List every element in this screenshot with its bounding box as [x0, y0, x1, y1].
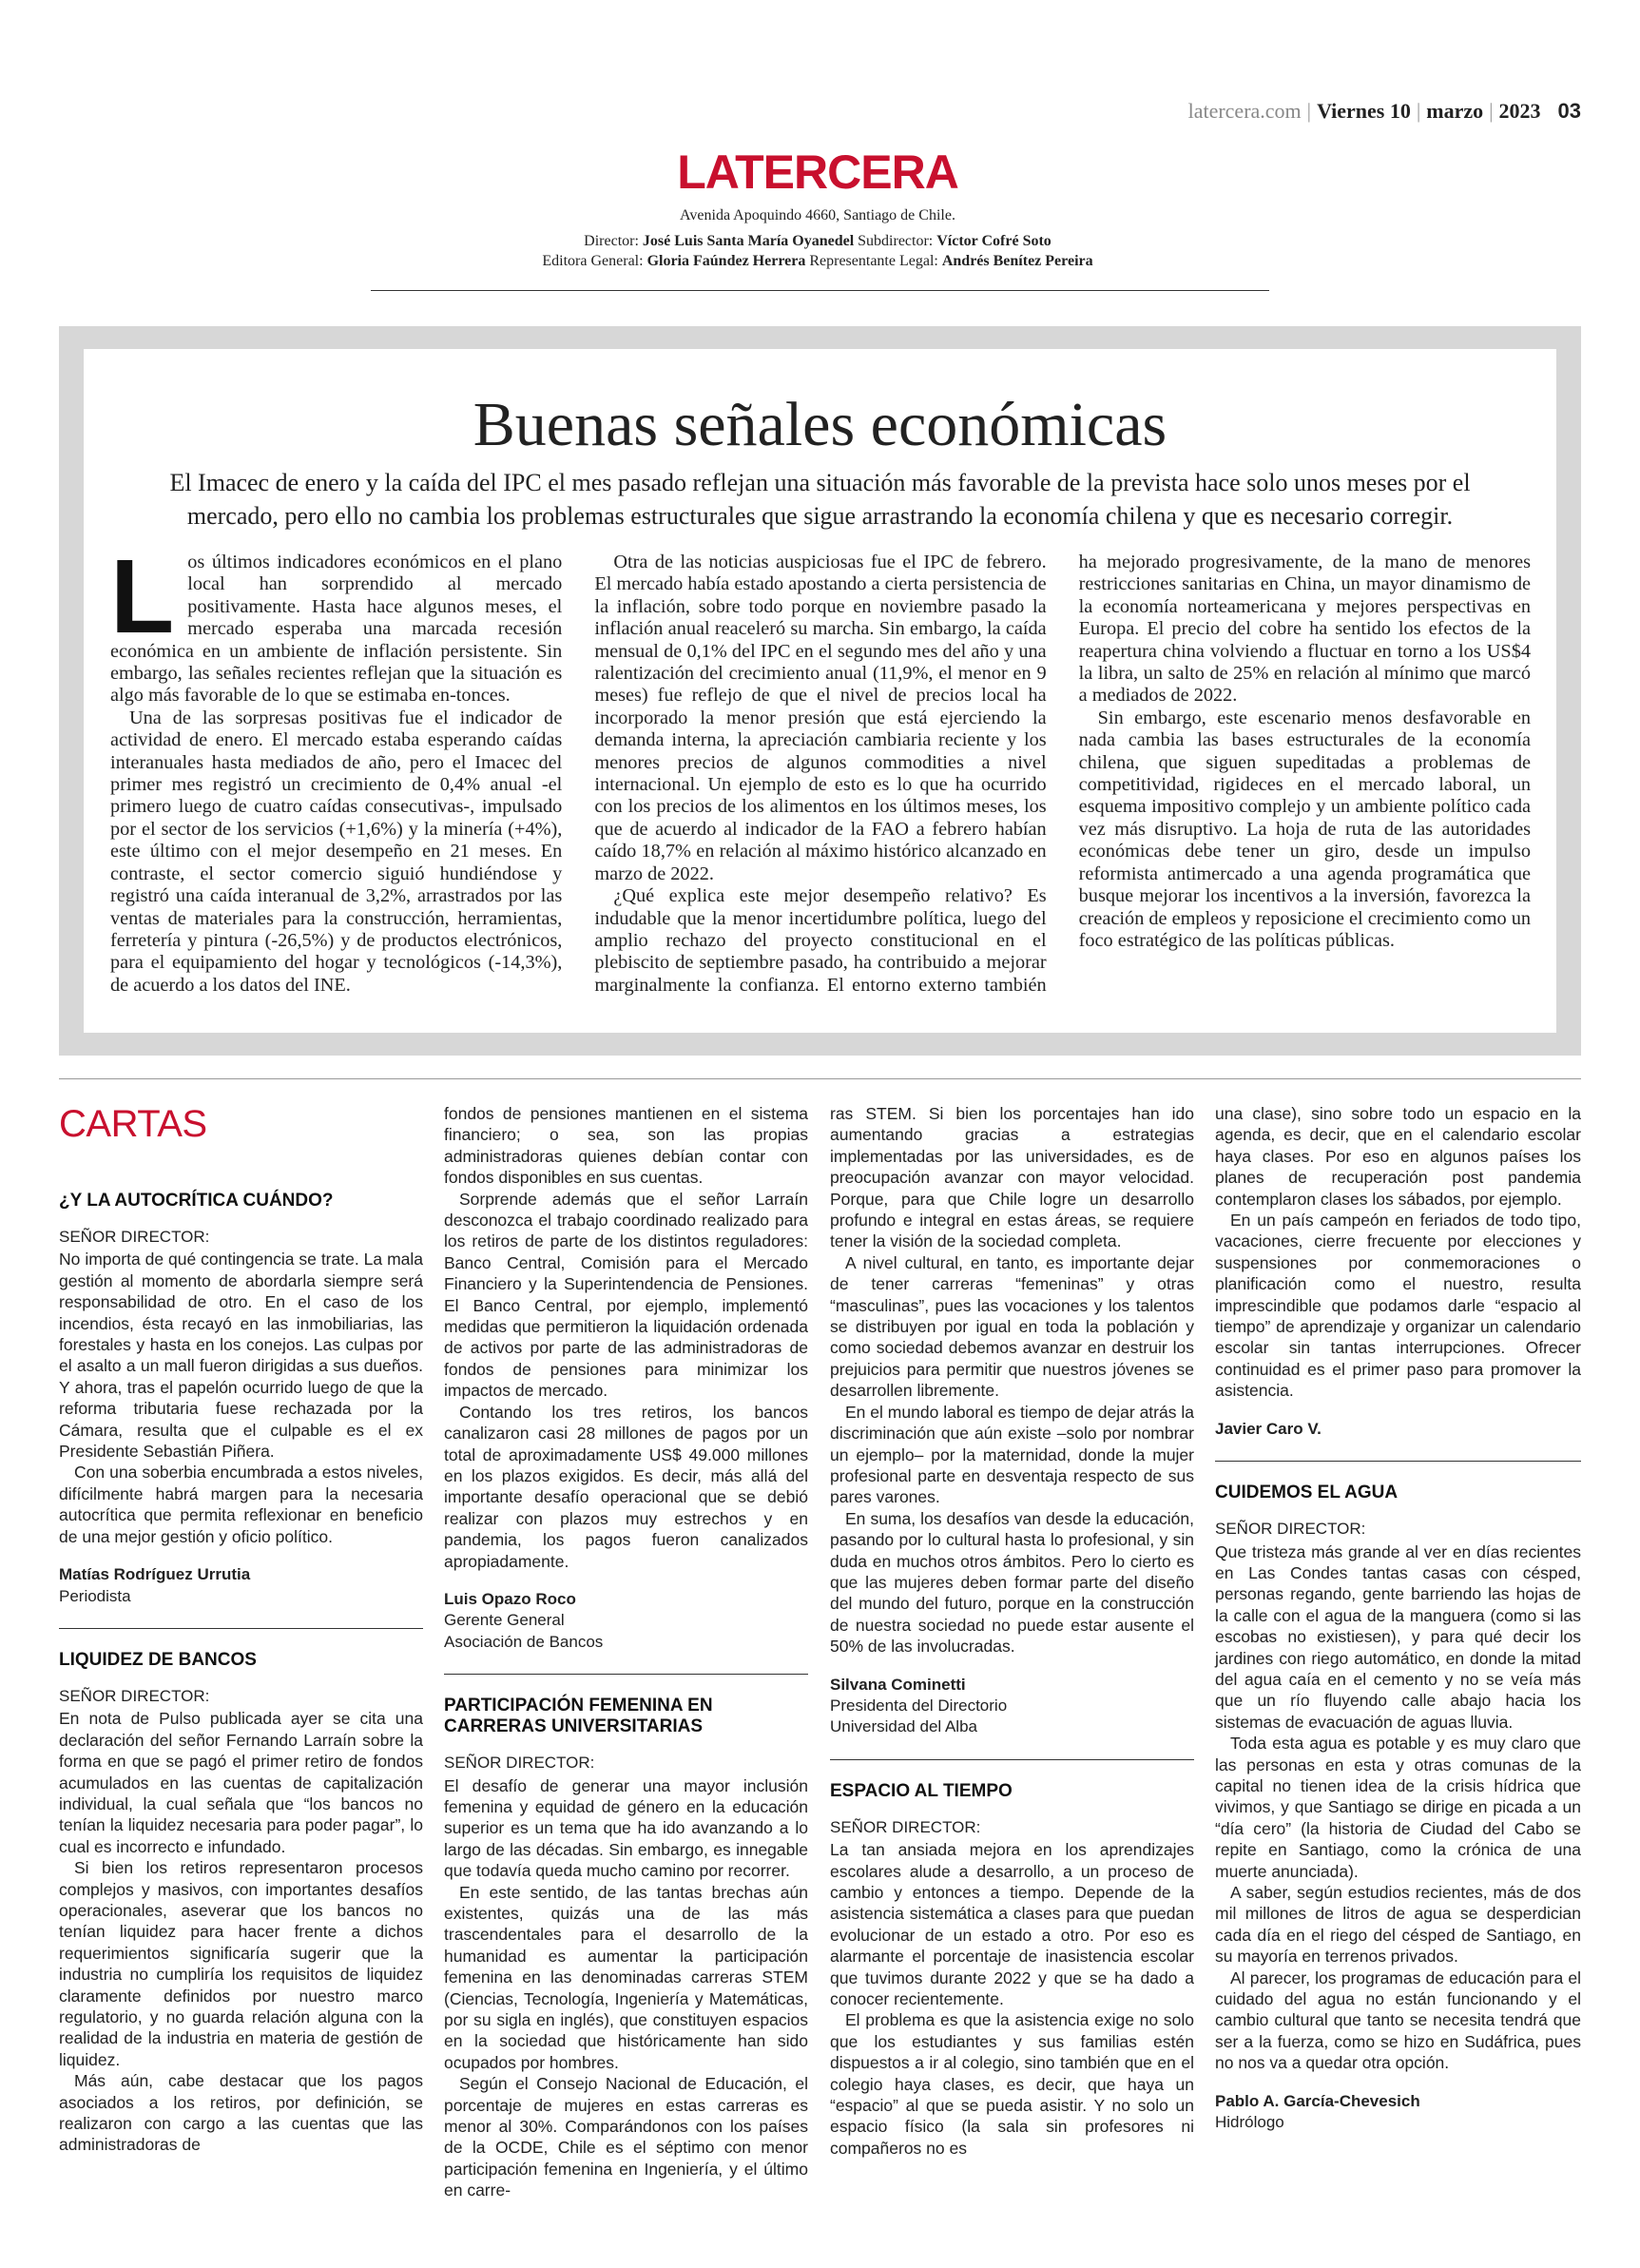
masthead-credits [361, 231, 1274, 271]
letter-paragraph: Con una soberbia encumbrada a estos niveles, difícilmente habrá margen para la necesaria autocrítica que permita reflexionar en beneficio de una mejor gestión y oficio político. [59, 1463, 423, 1546]
letter-author: Silvana Cominetti [830, 1675, 966, 1694]
letter-paragraph: En un país campeón en feriados de todo tipo, vacaciones, cierre frecuente por elecciones y suspensiones por conmemoraciones o planificación como el nuestro, resulta imprescindible que podamos darle “espacio al tiempo” de aprendizaje y organizar un calendario escolar sin tantas interrupciones. Ofrecer continuidad es el primer paso para promover la asistencia. [1215, 1211, 1581, 1401]
editorial-paragraph: Otra de las noticias auspiciosas fue el IPC de febrero. El mercado había estado apostando a cierta persistencia de la inflación, sobre todo porque en noviembre pasado la inflación anual reaceleró su marcha. Sin embargo, la caída mensual de 0,1% del IPC en el segundo mes del año y una ralentización del crecimiento anual (11,9%, el menor en 9 meses) fue reflejo de que el nivel de precios local ha incorporado la menor presión que está ejerciendo la demanda interna, la apreciación cambiaria reciente y los menores precios de algunos commodities a nivel internacional. Un ejemplo de esto es lo que ha ocurrido con los precios de los alimentos en los últimos meses, los que de acuerdo al indicador de la FAO a febrero habían caído 18,7% en relación al máximo histórico alcanzado en marzo de 2022. [594, 552, 1047, 884]
letter-author-role: Presidenta del Directorio [830, 1696, 1008, 1715]
letter-author: Javier Caro V. [1215, 1419, 1322, 1438]
folio-month: marzo [1426, 99, 1484, 123]
letter-paragraph: En suma, los desafíos van desde la educación, pasando por lo cultural hasta lo profesional, y sin duda en muchos otros ámbitos. Pero lo cierto es que las mujeres deben formar parte del diseño del mundo del futuro, porque en la construcción de nuestra sociedad no puede estar ausente el 50% de las involucradas. [830, 1508, 1194, 1657]
letter-author: Pablo A. García-Chevesich [1215, 2091, 1420, 2110]
letter-author-role: Hidrólogo [1215, 2113, 1284, 2132]
letter-title: ¿Y LA AUTOCRÍTICA CUÁNDO? [59, 1191, 334, 1211]
letter-salutation: SEÑOR DIRECTOR: [59, 1228, 210, 1246]
letter-title: CUIDEMOS EL AGUA [1215, 1483, 1399, 1503]
editor-label: Editora General: [542, 253, 644, 269]
letter-paragraph: En nota de Pulso publicada ayer se cita una declaración del señor Fernando Larraín sobre la forma en que se pagó el primer retiro de fondos acumulados en las cuentas de capitalización individual, la cual señala que “los bancos no tenían la liquidez necesaria para poder pagar”, lo cual es incorrecto e infundado. [59, 1709, 423, 1856]
letter-paragraph: una clase), sino sobre todo un espacio en la agenda, es decir, que en el calendario escolar haya clases. Por eso en algunos países los planes de recuperación post pandemia contemplaron clases los sábados, por ejemplo. [1215, 1104, 1581, 1209]
letter-paragraph: fondos de pensiones mantienen en el sistema financiero; o sea, son las propias administradoras quienes debían contar con fondos disponibles en sus cuentas. [444, 1104, 808, 1188]
subdirector-name: Víctor Cofré Soto [936, 233, 1052, 249]
letters-column-4 [1215, 1103, 1581, 2133]
legal-name: Andrés Benítez Pereira [941, 253, 1093, 269]
letter-paragraph: Según el Consejo Nacional de Educación, el porcentaje de mujeres en estas carreras es menor al 30%. Comparándonos con los países de la OCDE, Chile es el séptimo con menor participación femenina en Ingeniería, y el último en carre- [444, 2074, 808, 2200]
letter-author-org: Universidad del Alba [830, 1717, 977, 1736]
letter-paragraph: Contando los tres retiros, los bancos canalizaron casi 28 millones de pagos por un total de aproximadamente US$ 49.000 millones en los plazos exigidos. Es decir, más allá del importante desafío operacional que se debió realizar con plazos muy estrechos y en pandemia, los pagos fueron canalizados apropiadamente. [444, 1402, 808, 1571]
letter-divider [830, 1759, 1194, 1760]
letter-salutation: SEÑOR DIRECTOR: [830, 1817, 981, 1836]
director-label: Director: [584, 233, 639, 249]
letter-author: Luis Opazo Roco [444, 1589, 576, 1608]
letter-salutation: SEÑOR DIRECTOR: [444, 1754, 595, 1773]
letters-column-3 [830, 1103, 1194, 2159]
letter-paragraph: Más aún, cabe destacar que los pagos asociados a los retiros, por definición, se realizaron con cargo a las cuentas que las administradoras de [59, 2071, 423, 2155]
letter-divider [59, 1628, 423, 1629]
letter-title: PARTICIPACIÓN FEMENINA EN CARRERAS UNIVERSITARIAS [444, 1696, 713, 1737]
letter-author: Matías Rodríguez Urrutia [59, 1565, 251, 1584]
editorial-lead: El Imacec de enero y la caída del IPC el mes pasado reflejan una situación más favorable de la prevista hace solo unos meses por el mercado, pero ello no cambia los problemas estructurales que sigue arrastrando la economía chilena y que es necesario corregir. [169, 469, 1471, 530]
editorial-body [110, 538, 1531, 1008]
subdirector-label: Subdirector: [858, 233, 934, 249]
letter-paragraph: La tan ansiada mejora en los aprendizajes escolares alude a desarrollo, a un proceso de cambio y entonces a tiempo. Depende de la asistencia sistemática a clases para que puedan evolucionar de un estado a otro. Por eso es alarmante el porcentaje de inasistencia escolar que tuvimos durante 2022 y que se ha dado a conocer recientemente. [830, 1840, 1194, 2009]
director-name: José Luis Santa María Oyanedel [642, 233, 855, 249]
letter-paragraph: Toda esta agua es potable y es muy claro que las personas en esta y otras comunas de la capital no tienen idea de la crisis hídrica que vivimos, y que Santiago se dirige en picada a un “día cero” (la historia de Ciudad del Cabo se repite en Santiago, como la crónica de una muerte anunciada). [1215, 1734, 1581, 1881]
letter-paragraph: Sorprende además que el señor Larraín desconozca el trabajo coordinado realizado para los retiros de parte de los distintos reguladores: Banco Central, Comisión para el Mercado Financiero y la Superintendencia de Pensiones. El Banco Central, por ejemplo, implementó medidas que permitieron la liquidación ordenada de activos por parte de las administradoras de fondos de pensiones para minimizar los impactos de mercado. [444, 1189, 808, 1401]
editorial-paragraph: Los últimos indicadores económicos en el plano local han sorprendido al mercado positivamente. Hasta hace algunos meses, el mercado esperaba una marcada recesión económica en un ambiente de inflación persistente. Sin embargo, las señales recientes reflejan que la situación es algo más favorable de lo que se estimaba en-tonces. [110, 538, 563, 707]
letter-author-role: Gerente General [444, 1611, 565, 1630]
editorial-paragraph: Sin embargo, este escenario menos desfavorable en nada cambia las bases estructurales de la economía chilena, que siguen supeditadas a problemas de competitividad, rigideces en el mercado laboral, un esquema impositivo complejo y un ambiente político cada vez más disruptivo. La hoja de ruta de las autoridades económicas debe tener un giro, desde un impulso reformista antimercado a una agenda programática que busque mejorar los incentivos a la inversión, favorezca la creación de empleos y reposicione el crecimiento como un foco estratégico de las políticas públicas. [1078, 707, 1531, 951]
letter-salutation: SEÑOR DIRECTOR: [1215, 1520, 1366, 1539]
newspaper-logo: LATERCERA [677, 145, 958, 199]
letter-paragraph: Si bien los retiros representaron procesos complejos y masivos, con importantes desafíos operacionales, aseverar que los bancos no tenían liquidez para hacer frente a dichos requerimientos significaría sugerir que la industria no cumpliría los requisitos de liquidez claramente definidos por nuestro marco regulatorio, y no guarda relación alguna con la realidad de la industria en materia de gestión de liquidez. [59, 1858, 423, 2069]
masthead-address: Avenida Apoquindo 4660, Santiago de Chile. [680, 207, 955, 223]
letter-paragraph: Que tristeza más grande al ver en días recientes en Las Condes tantas casas con césped, personas regando, gente barriendo las hojas de la calle con el agua de la manguera (como si las escobas no existiesen), y para qué decir los jardines con riego automático, en donde la mitad del agua caía en el cemento y no se veía más que un río fluyendo calle abajo hacia los sistemas de evacuación de aguas lluvia. [1215, 1541, 1581, 1732]
letter-author-org: Asociación de Bancos [444, 1632, 604, 1651]
letter-paragraph: A nivel cultural, en tanto, es importante dejar de tener carreras “femeninas” y otras “masculinas”, pues las vocaciones y los talentos se distribuyen por igual en toda la población y como sociedad debemos avanzar en destruir los prejuicios para permitir que nuestros jóvenes se desarrollen libremente. [830, 1252, 1194, 1401]
editorial-frame [59, 326, 1581, 1056]
letter-paragraph: Al parecer, los programas de educación para el cuidado del agua no están funcionando y el cambio cultural que tanto se necesita tendrá que ser a la fuerza, como se hizo en Sudáfrica, pues no nos va a quedar otra opción. [1215, 1968, 1581, 2073]
section-divider [59, 1078, 1581, 1079]
letter-title: LIQUIDEZ DE BANCOS [59, 1649, 257, 1670]
editorial-paragraph: ¿Qué explica este mejor desempeño relativo? Es indudable que la menor incertidumbre política, luego del amplio rechazo del proyecto constitucional en el plebiscito de septiembre pasado, ha contribuido a mejorar marginalmente la confianza. El entorno externo también ha mejorado progresivamente, de la mano de menores restricciones sanitarias en China, un mayor dinamismo de la economía norteamericana y mejores perspectivas en Europa. El precio del cobre ha sentido los efectos de la reapertura china volviendo a fluctuar en torno a los US$4 la libra, un salto de 25% en relación al mínimo que marcó a mediados de 2022. [594, 552, 1531, 996]
folio-date-day: Viernes 10 [1317, 99, 1411, 123]
legal-label: Representante Legal: [809, 253, 938, 269]
editorial-paragraph: Una de las sorpresas positivas fue el indicador de actividad de enero. El mercado estaba esperando caídas interanuales hasta mediados de año, pero el Imacec del primer mes registró un crecimiento de 0,4% anual -el primero luego de cuatro caídas consecutivas-, impulsado por el sector de los servicios (+1,6%) y la minería (+4%), este último con el mejor desempeño en 21 meses. En contraste, el sector comercio siguió hundiéndose y registró una caída interanual de 3,2%, arrastrados por las ventas de materiales para la construcción, herramientas, ferretería y pintura (-26,5%) y de productos electrónicos, para el equipamiento del hogar y tecnológicos (-14,3%), de acuerdo a los datos del INE. [110, 707, 563, 996]
letters-column-1 [59, 1191, 423, 2156]
page-number: 03 [1557, 99, 1581, 123]
letter-paragraph: A saber, según estudios recientes, más de dos mil millones de litros de agua se desperdician cada día en el riego del césped de Santiago, en su mayoría en terrenos privados. [1215, 1883, 1581, 1967]
letter-divider [444, 1674, 808, 1675]
letter-paragraph: En el mundo laboral es tiempo de dejar atrás la discriminación que aún existe –solo por nombrar un ejemplo– por la maternidad, donde la mujer profesional parte en desventaja respecto de sus pares varones. [830, 1402, 1194, 1507]
editorial-title: Buenas señales económicas [473, 390, 1167, 459]
letter-divider [1215, 1461, 1581, 1462]
letter-title: ESPACIO AL TIEMPO [830, 1780, 1013, 1801]
letter-paragraph: No importa de qué contingencia se trate. La mala gestión al momento de abordarla siempre será responsabilidad de otro. En el caso de los incendios, ésta recayó en las inmobiliarias, las forestales y hasta en los conejos. Las culpas por el asalto a un mall fueron dirigidas a sus dueños. Y ahora, tras el papelón ocurrido luego de que la reforma tributaria fuese rechazada por la Cámara, resulta que el culpable es el ex Presidente Sebastián Piñera. [59, 1250, 423, 1462]
site-url: latercera.com [1187, 99, 1302, 123]
folio-year: 2023 [1498, 99, 1541, 123]
letter-paragraph: El desafío de generar una mayor inclusión femenina y equidad de género en la educación superior es un tema que ha ido avanzando a lo largo de las décadas. Sin embargo, es innegable que todavía queda mucho camino por recorrer. [444, 1775, 808, 1881]
letters-column-2 [444, 1103, 808, 2201]
cartas-section-title: CARTAS [59, 1103, 207, 1145]
editorial-box [84, 349, 1556, 1033]
page-folio: latercera.com | Viernes 10 | marzo | 2023 03 [1187, 99, 1581, 123]
editor-name: Gloria Faúndez Herrera [646, 253, 806, 269]
letter-author-role: Periodista [59, 1586, 131, 1605]
letter-paragraph: ras STEM. Si bien los porcentajes han ido aumentando gracias a estrategias implementadas por las universidades, es de preocupación avanzar con mayor velocidad. Porque, para que Chile logre un desarrollo profundo e integral en estas áreas, se requiere tener la visión de la sociedad completa. [830, 1104, 1194, 1251]
masthead-divider [371, 290, 1269, 291]
drop-cap: L [110, 538, 175, 655]
letter-paragraph: El problema es que la asistencia exige no solo que los estudiantes y sus familias estén dispuestos a ir al colegio, sino también que en el colegio haya clases, es decir, que haya un “espacio” al que se pueda asistir. Y no solo un espacio físico (la sala sin profesores ni compañeros no es [830, 2010, 1194, 2158]
masthead [361, 145, 1274, 271]
letter-paragraph: En este sentido, de las tantas brechas aún existentes, quizás una de las más trascendentales para el desarrollo de la humanidad es aumentar la participación femenina en las denominadas carreras STEM (Ciencias, Tecnología, Ingeniería y Matemáticas, por su sigla en inglés), que constituyen espacios en la sociedad que históricamente han sido ocupados por hombres. [444, 1882, 808, 2072]
letter-salutation: SEÑOR DIRECTOR: [59, 1686, 210, 1705]
